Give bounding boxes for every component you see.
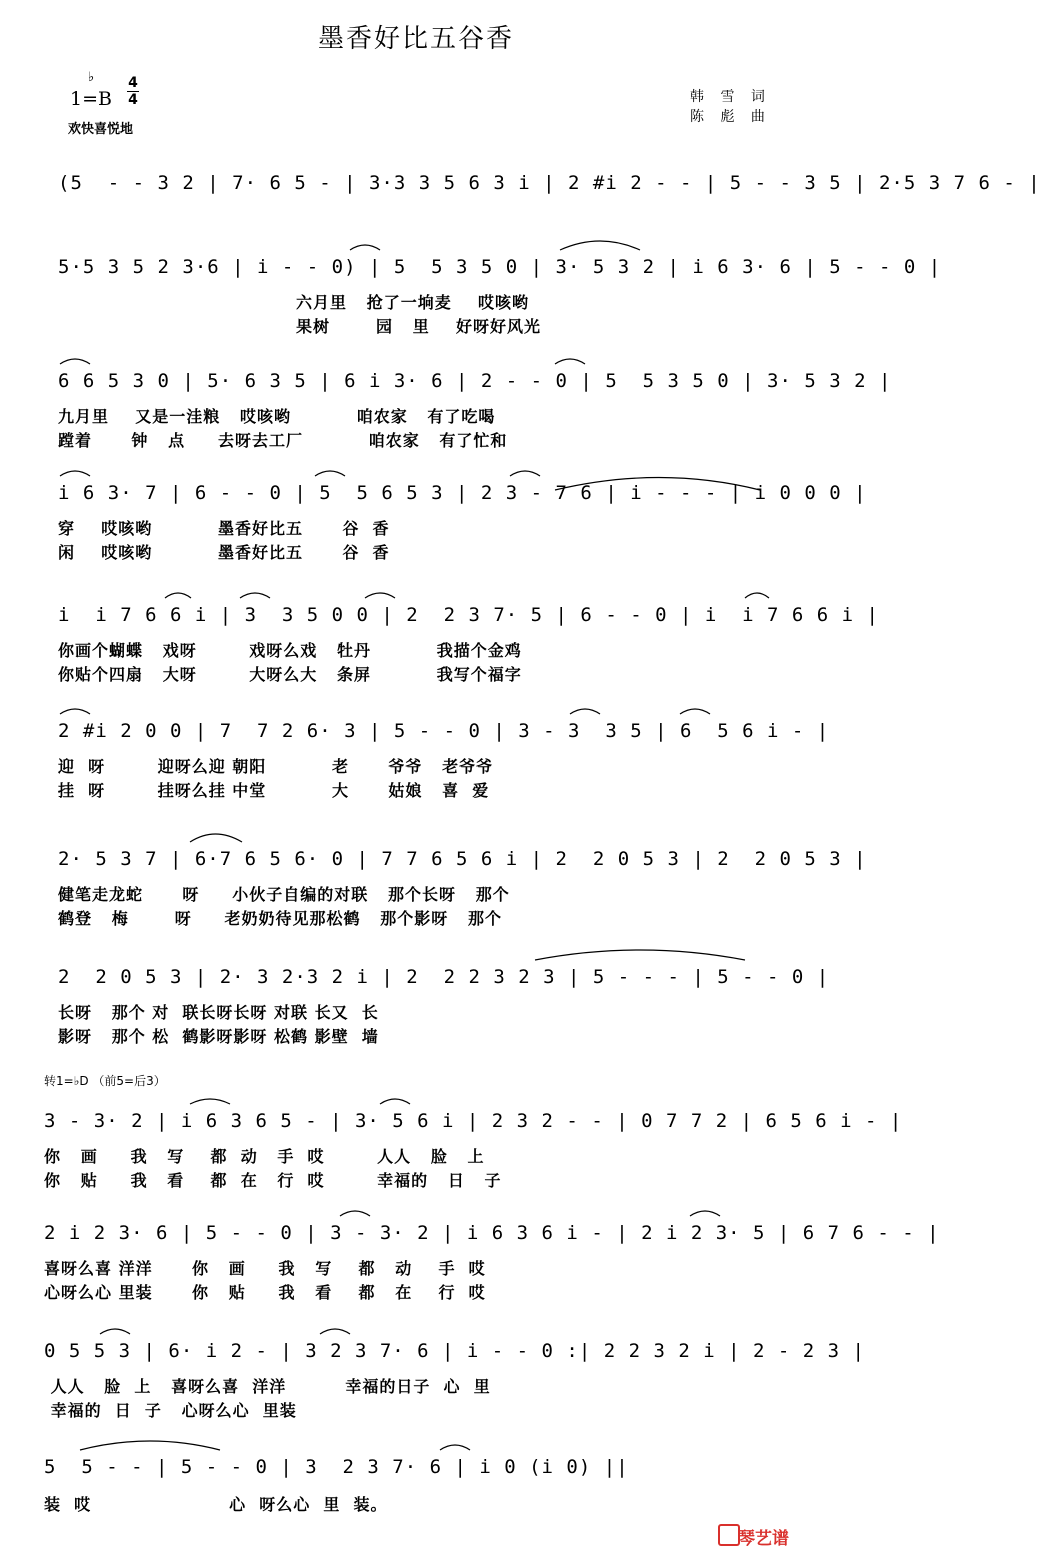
lyric-line-7b: 鹤登 梅 呀 老奶奶待见那松鹤 那个影呀 那个 [58, 909, 502, 928]
lyric-line-5b: 你贴个四扇 大呀 大呀么大 条屏 我写个福字 [58, 665, 522, 684]
lyricist-credit: 韩 雪 词 [690, 89, 771, 105]
lyric-line-9b: 你 贴 我 看 都 在 行 哎 幸福的 日 子 [44, 1171, 502, 1190]
slur [535, 950, 745, 960]
notation-line-12: 5 5 - - | 5 - - 0 | 3 2 3 7· 6 | i 0 (i 0) || [44, 1456, 629, 1478]
notation-line-2: 5·5 3 5 2 3·6 | i - - 0) | 5 5 3 5 0 | 3· 5 3 2 | i 6 3· 6 | 5 - - 0 | [58, 256, 942, 278]
slur [60, 359, 90, 364]
lyric-line-6a: 迎 呀 迎呀么迎 朝阳 老 爷爷 老爷爷 [58, 757, 494, 776]
slur [80, 1441, 220, 1450]
key-flat-sign: ♭ [88, 70, 95, 85]
slur [555, 478, 760, 491]
song-title: 墨香好比五谷香 [317, 24, 514, 54]
lyric-line-3b: 蹚着 钟 点 去呀去工厂 咱农家 有了忙和 [58, 431, 508, 450]
slur [190, 1099, 230, 1104]
notation-line-3: 6 6 5 3 0 | 5· 6 3 5 | 6 i 3· 6 | 2 - - 0 | 5 5 3 5 0 | 3· 5 3 2 | [58, 370, 892, 392]
slur [320, 1329, 350, 1334]
key-note: B [98, 88, 112, 110]
slur [555, 359, 585, 364]
slur [60, 709, 90, 714]
tempo-marking: 欢快喜悦地 [68, 122, 134, 137]
notation-line-7: 2· 5 3 7 | 6·7 6 5 6· 0 | 7 7 6 5 6 i | 2 2 0 5 3 | 2 2 0 5 3 | [58, 848, 867, 870]
slur [340, 1211, 370, 1216]
slur [315, 471, 345, 476]
slur [165, 593, 191, 598]
slur [350, 245, 380, 250]
notation-line-5: i i 7 6 6 i | 3 3 5 0 0 | 2 2 3 7· 5 | 6 - - 0 | i i 7 6 6 i | [58, 604, 879, 626]
notation-line-10: 2 i 2 3· 6 | 5 - - 0 | 3 - 3· 2 | i 6 3 6 i - | 2 i 2 3· 5 | 6 7 6 - - | [44, 1222, 940, 1244]
lyric-line-11a: 人人 脸 上 喜呀么喜 洋洋 幸福的日子 心 里 [44, 1377, 491, 1396]
slur [690, 1211, 720, 1216]
lyric-line-2a: 六月里 抢了一垧麦 哎咳哟 [296, 293, 529, 312]
slur [510, 471, 540, 476]
composer-credit: 陈 彪 曲 [690, 109, 771, 125]
slur [745, 593, 769, 598]
slur [60, 471, 90, 476]
notation-line-11: 0 5 5 3 | 6· i 2 - | 3 2 3 7· 6 | i - - 0 :| 2 2 3 2 i | 2 - 2 3 | [44, 1340, 865, 1362]
notation-line-9: 3 - 3· 2 | i 6 3 6 5 - | 3· 5 6 i | 2 3 2 - - | 0 7 7 2 | 6 5 6 i - | [44, 1110, 903, 1132]
lyric-line-8a: 长呀 那个 对 联长呀长呀 对联 长又 长 [58, 1003, 379, 1022]
notation-line-1: (5 - - 3 2 | 7· 6 5 - | 3·3 3 5 6 3 i | 2 #i 2 - - | 5 - - 3 5 | 2·5 3 7 6 - | [58, 172, 1041, 194]
watermark-logo-icon [718, 1524, 740, 1546]
lyric-line-6b: 挂 呀 挂呀么挂 中堂 大 姑娘 喜 爱 [58, 781, 490, 800]
key-prefix: 1= [70, 88, 99, 110]
lyric-line-5a: 你画个蝴蝶 戏呀 戏呀么戏 牡丹 我描个金鸡 [58, 641, 522, 660]
slur [380, 1099, 410, 1104]
time-sig-top: 4 [128, 75, 138, 91]
lyric-line-10a: 喜呀么喜 洋洋 你 画 我 写 都 动 手 哎 [44, 1259, 486, 1278]
slur [570, 709, 600, 714]
notation-line-8: 2 2 0 5 3 | 2· 3 2·3 2 i | 2 2 2 3 2 3 | 5 - - - | 5 - - 0 | [58, 966, 830, 988]
notation-line-6: 2 #i 2 0 0 | 7 7 2 6· 3 | 5 - - 0 | 3 - 3 3 5 | 6 5 6 i - | [58, 720, 830, 742]
watermark-text: 琴艺谱 [738, 1529, 789, 1549]
lyric-line-7a: 健笔走龙蛇 呀 小伙子自编的对联 那个长呀 那个 [58, 885, 510, 904]
lyric-line-4a: 穿 哎咳哟 墨香好比五 谷 香 [58, 519, 390, 538]
lyric-line-2b: 果树 园 里 好呀好风光 [296, 317, 541, 336]
lyric-line-12a: 装 哎 心 呀么心 里 装。 [44, 1495, 388, 1514]
notation-line-4: i 6 3· 7 | 6 - - 0 | 5 5 6 5 3 | 2 3 - 7 6 | i - - - | i 0 0 0 | [58, 482, 867, 504]
modulation-marking: 转1=♭D （前5=后3） [44, 1074, 166, 1088]
slur [240, 593, 270, 598]
slur [680, 709, 710, 714]
slur [365, 593, 395, 598]
lyric-line-10b: 心呀么心 里装 你 贴 我 看 都 在 行 哎 [44, 1283, 486, 1302]
slur [100, 1329, 130, 1334]
slur [560, 241, 640, 250]
lyric-line-11b: 幸福的 日 子 心呀么心 里装 [44, 1401, 297, 1420]
lyric-line-4b: 闲 哎咳哟 墨香好比五 谷 香 [58, 543, 390, 562]
slur [440, 1445, 470, 1450]
lyric-line-8b: 影呀 那个 松 鹤影呀影呀 松鹤 影壁 墙 [58, 1027, 379, 1046]
lyric-line-3a: 九月里 又是一洼粮 哎咳哟 咱农家 有了吃喝 [58, 407, 496, 426]
lyric-line-9a: 你 画 我 写 都 动 手 哎 人人 脸 上 [44, 1147, 485, 1166]
time-sig-bottom: 4 [128, 92, 138, 108]
slur [190, 834, 242, 842]
